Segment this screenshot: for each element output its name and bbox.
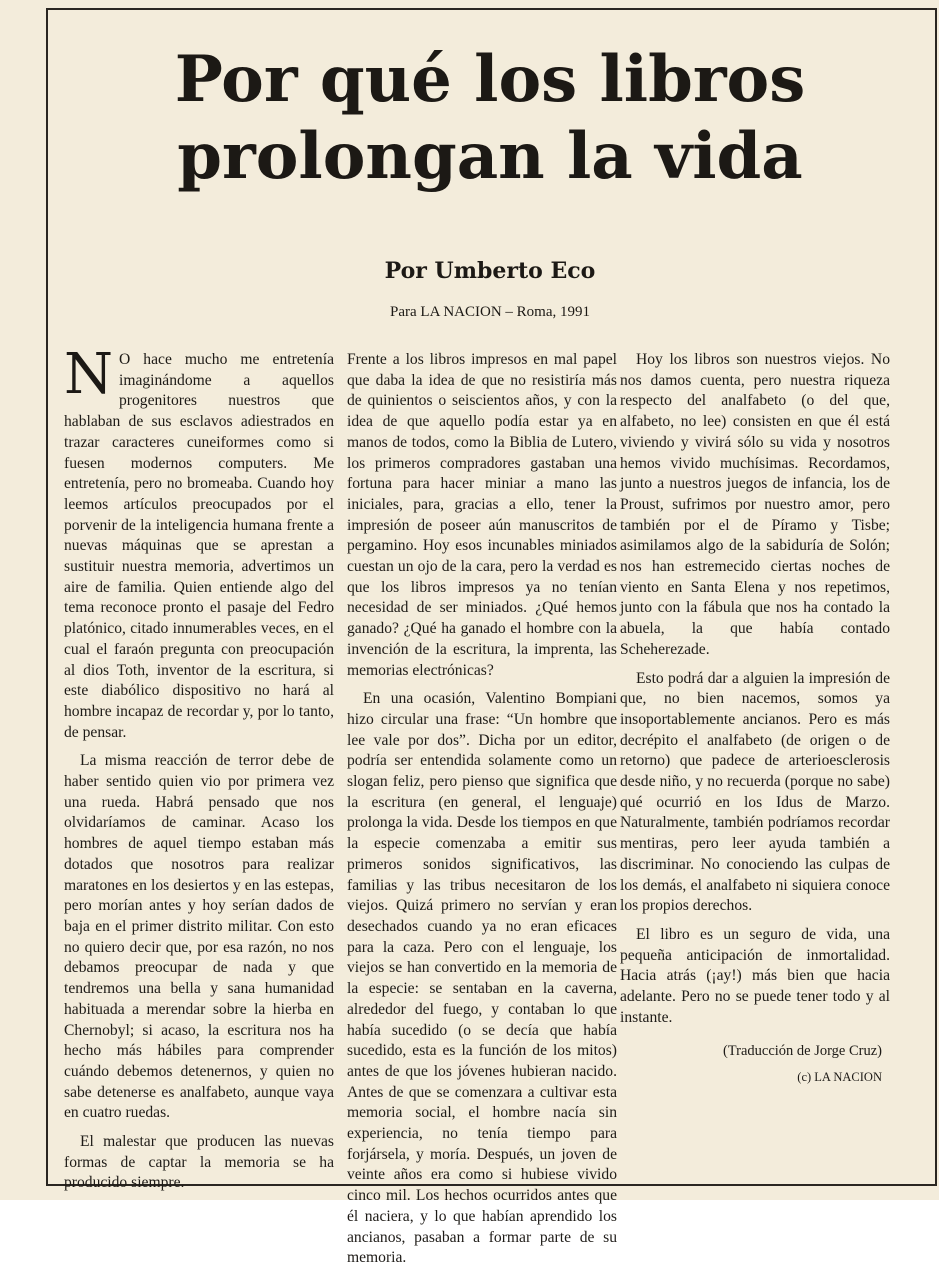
paragraph-4: Frente a los libros impresos en mal papel que daba la idea de que no resistiría más de quinientos o seiscientos años, y con la idea de que aquello podía estar ya en manos de todos, como la Biblia de Lutero, los primeros compradores gastaban una fortuna para hacer miniar a mano las iniciales, para, gracias a ello, tener la impresión de poseer aún manuscritos de pergamino. Hoy esos incunables miniados cuestan un ojo de la cara, pero la verdad es que los libros impresos ya no tenían necesidad de ser miniados. ¿Qué hemos ganado? ¿Qué ha ganado el hombre con la invención de la escritura, la imprenta, las memorias electrónicas? bbox=[347, 351, 617, 679]
column-2 bbox=[347, 350, 617, 1277]
paragraph-3: El malestar que producen las nuevas formas de captar la memoria se ha producido siempre. bbox=[64, 1133, 334, 1192]
column-3-body bbox=[620, 350, 890, 1088]
paragraph-1 bbox=[64, 342, 334, 743]
translation-credit: (Traducción de Jorge Cruz) bbox=[722, 1042, 882, 1059]
column-1 bbox=[64, 342, 334, 1202]
author-byline: Por Umberto Eco bbox=[384, 258, 596, 284]
drop-cap: N bbox=[64, 342, 113, 407]
headline-line-1: Por qué los libros bbox=[174, 42, 806, 117]
dateline: Para LA NACION – Roma, 1991 bbox=[390, 304, 590, 320]
paragraph-6: Hoy los libros son nuestros viejos. No nos damos cuenta, pero nuestra riqueza respecto del analfabeto (o del que, alfabeto, no lee) consisten en que él está viviendo y vivirá sólo su vida y nosotros hemos vivido muchísimas. Recordamos, junto a nuestros juegos de infancia, los de Proust, sufrimos por nuestro amor, pero también por el de Píramo y Tisbe; asimilamos algo de la sabiduría de Solón; nos han estremecido ciertas noches de viento en Santa Elena y nos repetimos, junto con la fábula que nos ha contado la abuela, la que había contado Scheherezade. bbox=[620, 351, 890, 658]
headline-line-2: prolongan la vida bbox=[177, 118, 803, 194]
paragraph-2: La misma reacción de terror debe de haber sentido quien vio por primera vez una rueda. Habrá pensado que nos olvidaríamos de caminar. Acaso los hombres de aquel tiempo estaban más dotados que nosotros para realizar maratones en los desiertos y en las estepas, pero morían antes y hoy serían dados de baja en el primer distrito militar. Con esto no quiero decir que, por esa razón, no nos debamos preocupar de nada y que tendremos una bella y sana humanidad habituada a merendar sobre la hierba en Chernobyl; si acaso, la escritura nos ha hecho más hábiles para comprender cuándo debemos detenernos, y quien no sabe detenerse es analfabeto, aunque vaya en cuatro ruedas. bbox=[64, 752, 334, 1122]
paragraph-5: En una ocasión, Valentino Bompiani hizo circular una frase: “Un hombre que lee vale por dos”. Dicha por un editor, podría ser entendida solamente como un slogan feliz, pero pienso que significa que la escritura (en general, el lenguaje) prolonga la vida. Desde los tiempos en que la especie comenzaba a emitir sus primeros sonidos significativos, las familias y las tribus necesitaron de los viejos. Quizá primero no servían y eran desechados cuando ya no eran eficaces para la caza. Pero con el lenguaje, los viejos se han convertido en la memoria de la especie: se sentaban en la caverna, alrededor del fuego, y contaban lo que había sucedido (o se decía que había sucedido, esta es la función de los mitos) antes de que los jóvenes hubieran nacido. Antes de que se comenzara a cultivar esta memoria social, el hombre nacía sin experiencia, no tenía tiempo para forjársela, y moría. Después, un joven de veinte años era como si hubiese vivido cinco mil. Los hechos ocurridos antes que él naciera, y lo que habían aprendido los ancianos, pasaban a formar parte de su memoria. bbox=[347, 690, 617, 1267]
copyright-notice: (c) LA NACION bbox=[797, 1070, 882, 1085]
article-headline bbox=[60, 42, 920, 196]
paragraph-8: El libro es un seguro de vida, una pequeña anticipación de inmortalidad. Hacia atrás (¡ay!) más bien que hacia adelante. Pero no se puede tener todo y al instante. bbox=[620, 925, 890, 1026]
paragraph-1-text: O hace mucho me entretenía imaginándome a aquellos progenitores nuestros que hablaban de sus esclavos adiestrados en trazar caracteres cuneiformes como si fuesen modernos computers. Me entretenía, pero no bromeaba. Cuando hoy leemos artículos preocupados por el porvenir de la inteligencia humana frente a nuevas máquinas que se aprestan a sustituir nuestra memoria, advertimos un aire de familia. Quien entiende algo del tema reconoce pronto el pasaje del Fedro platónico, citado innumerables veces, en el cual el faraón pregunta con preocupación al dios Toth, inventor de la escritura, si este diabólico dispositivo no hará al hombre incapaz de recordar y, por lo tanto, de pensar. bbox=[64, 351, 334, 741]
paragraph-7: Esto podrá dar a alguien la impresión de que, no bien nacemos, somos ya insoportablemente ancianos. Pero es más decrépito el analfabeto (de origen o de retorno) que padece de arterioesclerosis desde niño, y no recuerda (porque no sabe) qué ocurrió en los Idus de Marzo. Naturalmente, también podríamos recordar mentiras, pero leer ayuda también a discriminar. No conociendo las culpas de los demás, el analfabeto ni siquiera conoce los propios derechos. bbox=[620, 669, 890, 915]
